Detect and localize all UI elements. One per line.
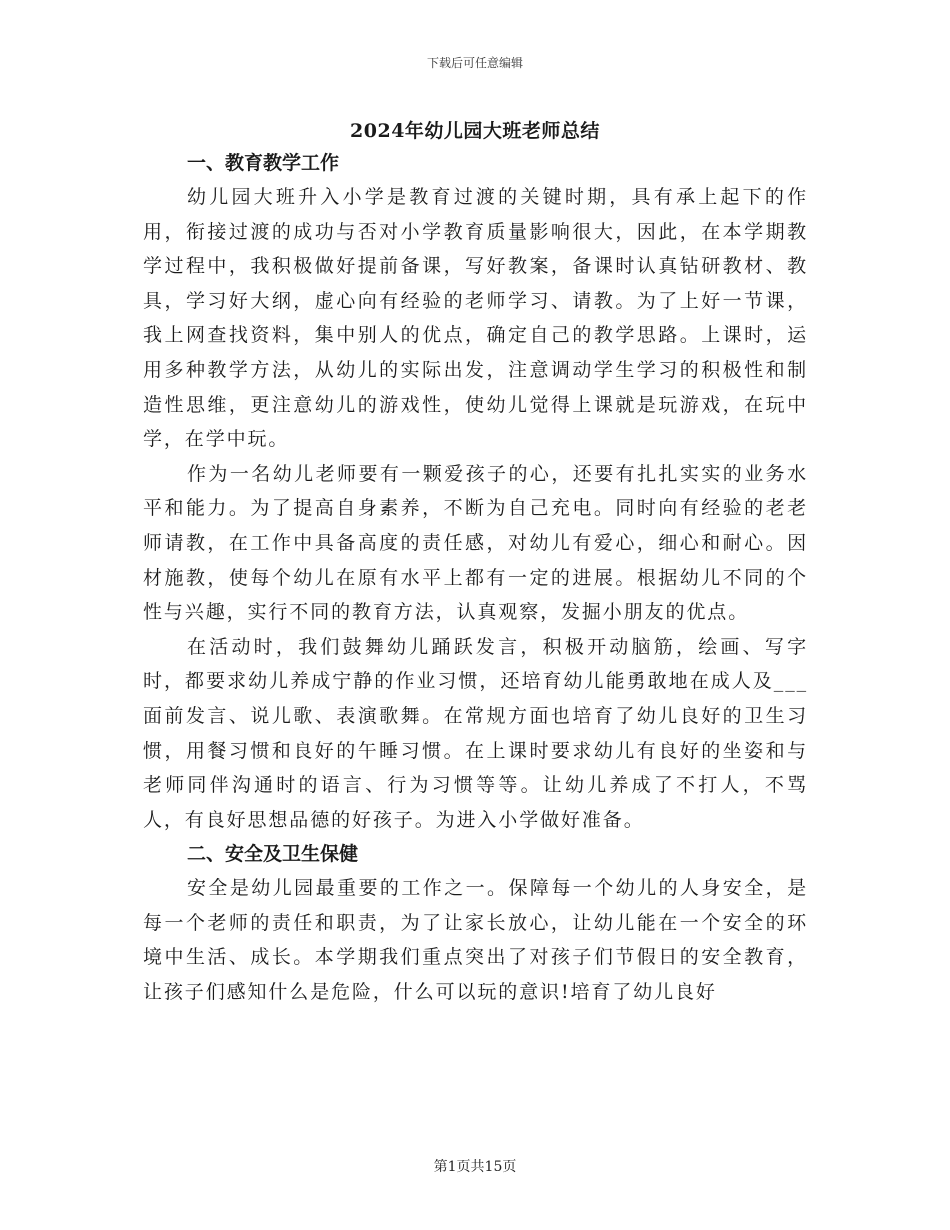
section-heading: 一、教育教学工作: [187, 152, 340, 174]
document-title: 2024年幼儿园大班老师总结: [350, 120, 600, 142]
paragraph: 作为一名幼儿老师要有一颗爱孩子的心，还要有扎扎实实的业务水平和能力。为了提高自身素养，不断为自己充电。同时向有经验的老老师请教，在工作中具备高度的责任感，对幼儿有爱心，细心和耐心。因材施教，使每个幼儿在原有水平上都有一定的进展。根据幼儿不同的个性与兴趣，实行不同的教育方法，认真观察，发掘小朋友的优点。: [143, 462, 808, 624]
paragraph: 安全是幼儿园最重要的工作之一。保障每一个幼儿的人身安全，是每一个老师的责任和职责，为了让家长放心，让幼儿能在一个安全的环境中生活、成长。本学期我们重点突出了对孩子们节假日的安全教育，让孩子们感知什么是危险，什么可以玩的意识!培育了幼儿良好: [143, 877, 808, 1004]
paragraph: 在活动时，我们鼓舞幼儿踊跃发言，积极开动脑筋，绘画、写字时，都要求幼儿养成宁静的作业习惯，还培育幼儿能勇敢地在成人及___面前发言、说儿歌、表演歌舞。在常规方面也培育了幼儿良好的卫生习惯，用餐习惯和良好的午睡习惯。在上课时要求幼儿有良好的坐姿和与老师同伴沟通时的语言、行为习惯等等。让幼儿养成了不打人，不骂人，有良好思想品德的好孩子。为进入小学做好准备。: [143, 635, 808, 831]
header-note: 下载后可任意编辑: [426, 56, 523, 70]
document-body: [143, 146, 808, 1010]
paragraph: 幼儿园大班升入小学是教育过渡的关键时期，具有承上起下的作用，衔接过渡的成功与否对小学教育质量影响很大，因此，在本学期教学过程中，我积极做好提前备课，写好教案，备课时认真钻研教材、教具，学习好大纲，虚心向有经验的老师学习、请教。为了上好一节课，我上网查找资料，集中别人的优点，确定自己的教学思路。上课时，运用多种教学方法，从幼儿的实际出发，注意调动学生学习的积极性和制造性思维，更注意幼儿的游戏性，使幼儿觉得上课就是玩游戏，在玩中学，在学中玩。: [143, 186, 808, 451]
page-footer: 第1页共15页: [433, 1159, 517, 1175]
section-heading: 二、安全及卫生保健: [187, 843, 359, 866]
